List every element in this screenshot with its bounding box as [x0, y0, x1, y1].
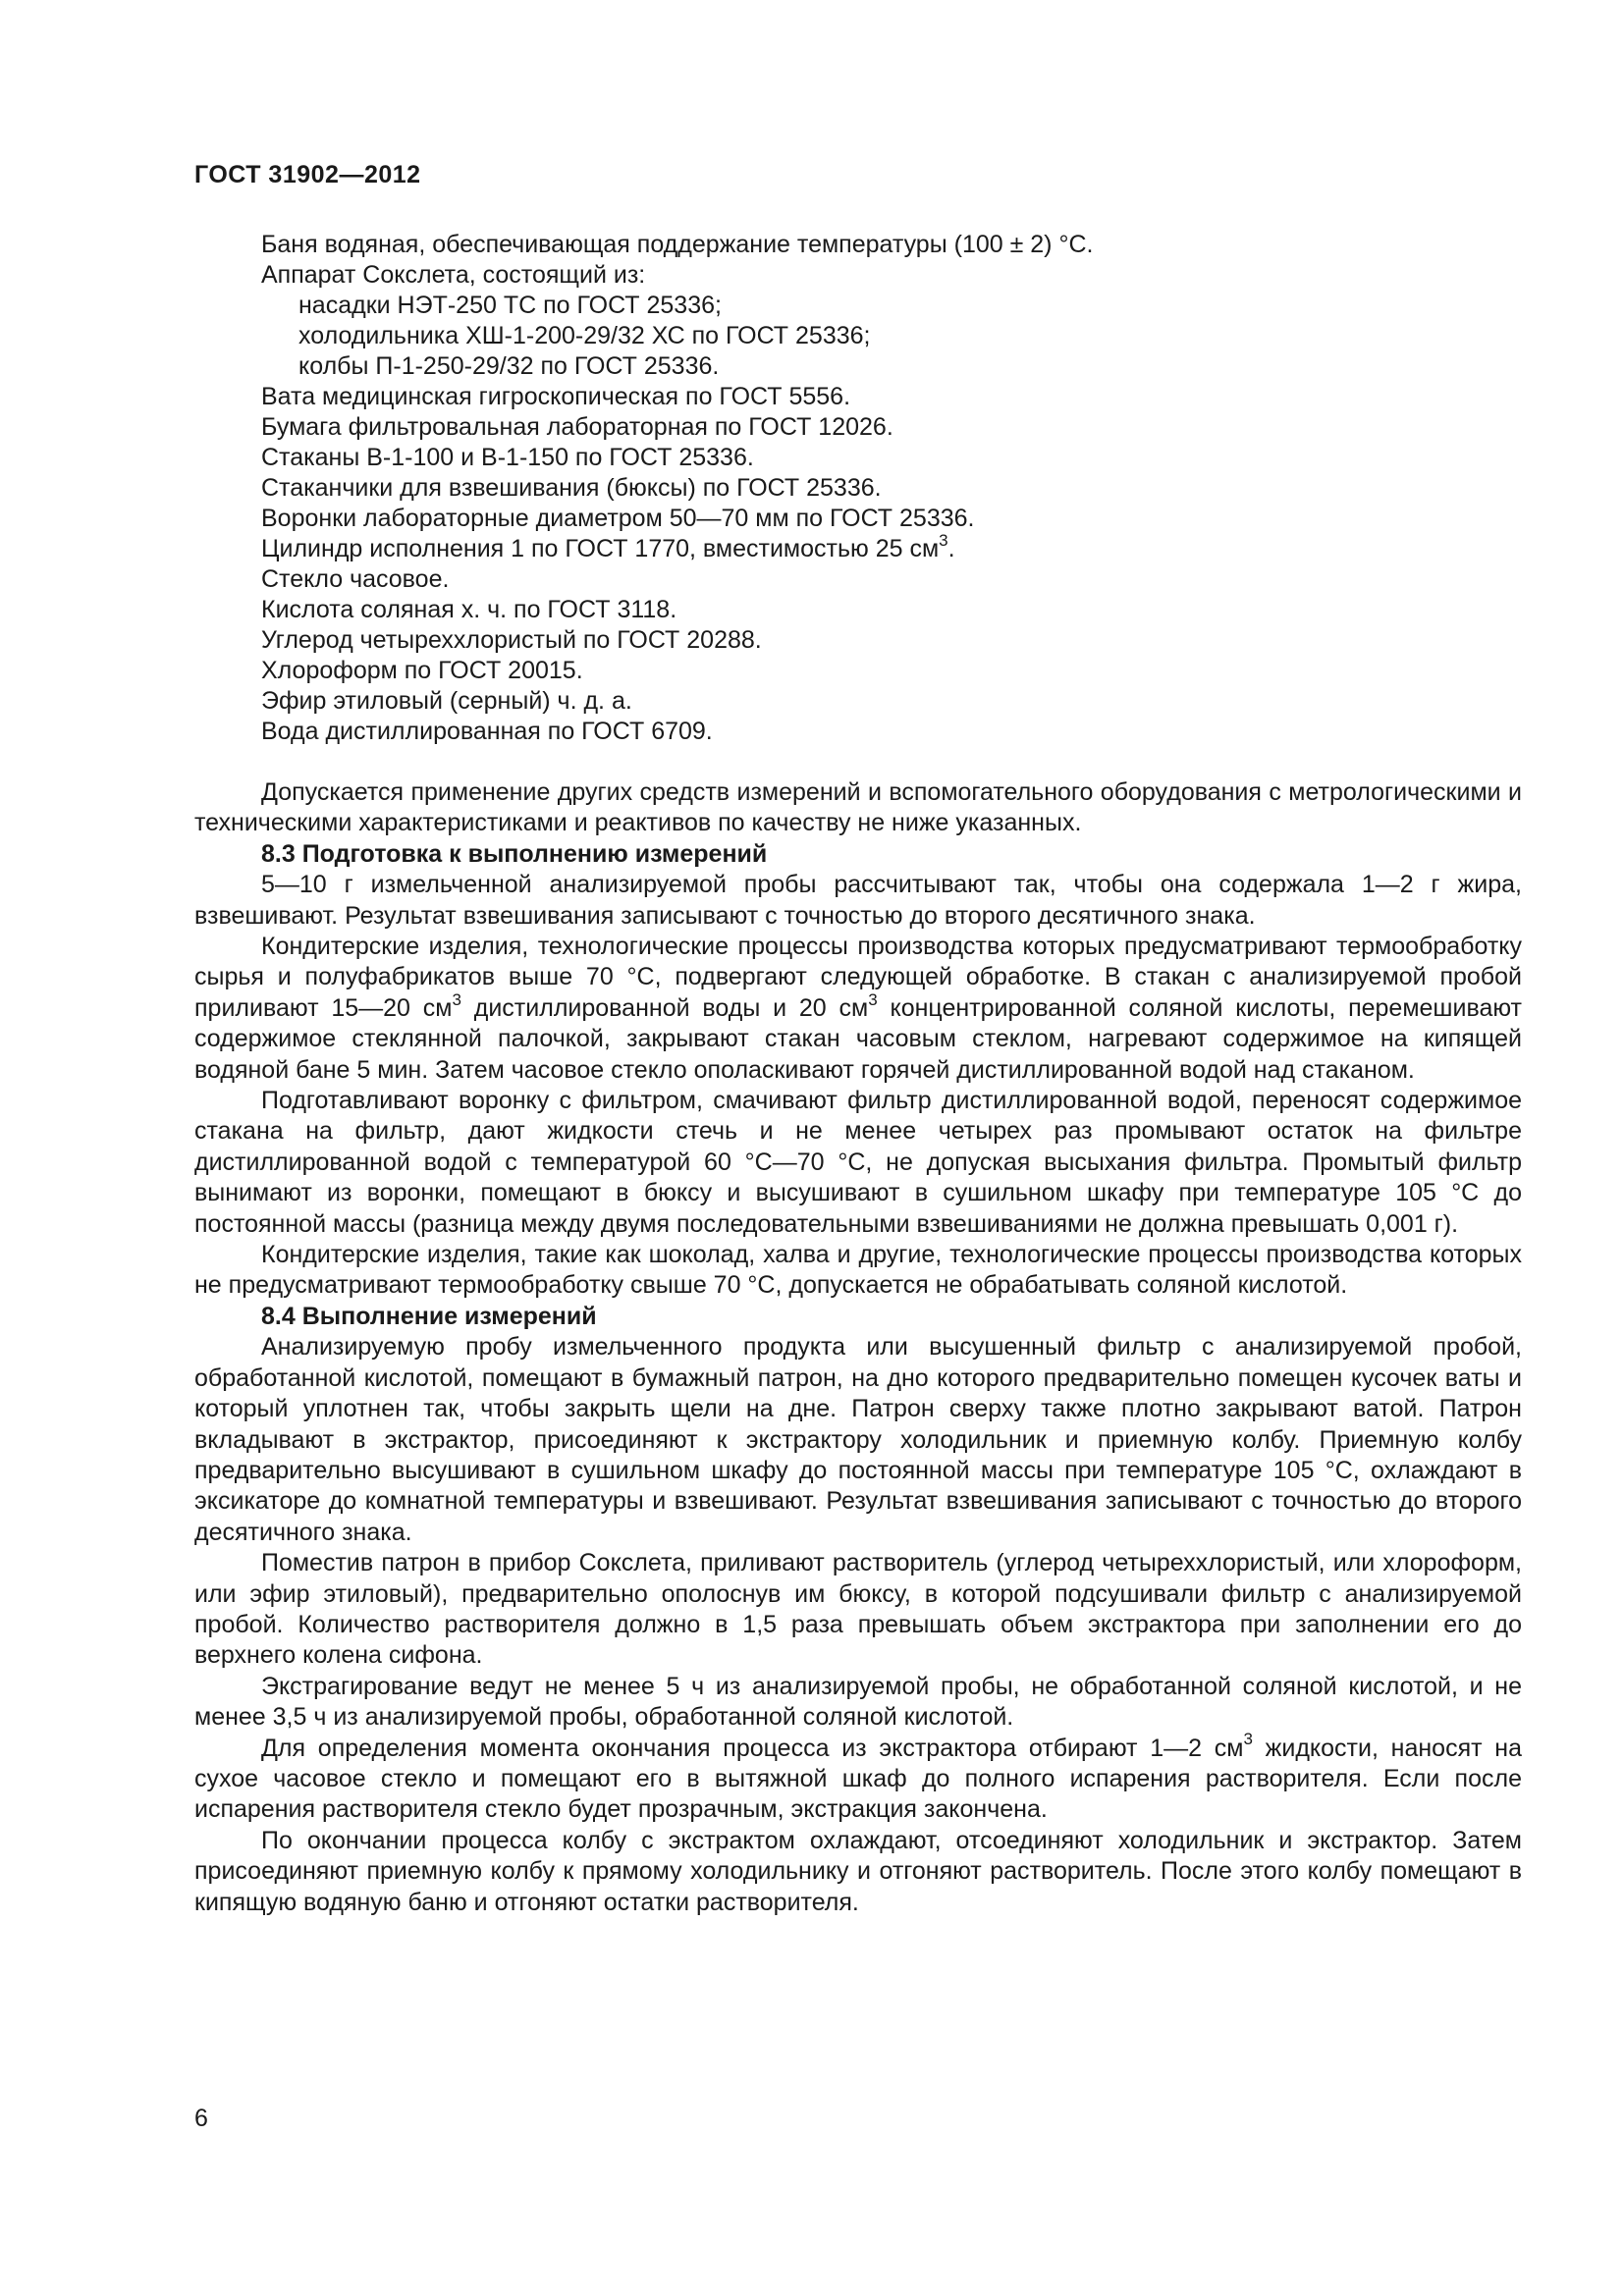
- equipment-item: Баня водяная, обеспечивающая поддержание температуры (100 ± 2) °С.: [261, 231, 1094, 258]
- equipment-item: Стекло часовое.: [261, 565, 450, 593]
- paragraph: По окончании процесса колбу с экстрактом охлаждают, отсоединяют холодильник и экстрактор. Затем присоединяют приемную колбу к прямому холодильнику и отгоняют растворитель. После этого колбу помещают в кипящую водяную баню и отгоняют остатки растворителя.: [194, 1826, 1522, 1916]
- page-number: 6: [194, 2105, 208, 2132]
- equipment-item: Бумага фильтровальная лабораторная по ГОСТ 12026.: [261, 413, 893, 441]
- equipment-item: Стаканы В-1-100 и В-1-150 по ГОСТ 25336.: [261, 444, 754, 471]
- equipment-item: Кислота соляная х. ч. по ГОСТ 3118.: [261, 596, 677, 623]
- equipment-item: холодильника ХШ-1-200-29/32 ХС по ГОСТ 25336;: [298, 322, 871, 349]
- equipment-item: Стаканчики для взвешивания (бюксы) по ГОСТ 25336.: [261, 474, 882, 502]
- equipment-item: Углерод четыреххлористый по ГОСТ 20288.: [261, 626, 762, 654]
- equipment-list: [261, 230, 1522, 747]
- document-body: [194, 777, 1522, 1918]
- paragraph: Для определения момента окончания процесса из экстрактора отбирают 1—2 $см^3$ жидкости, наносят на сухое часовое стекло и помещают его в вытяжной шкаф до полного испарения растворителя. Если после испарения растворителя стекло будет прозрачным, экстракция закончена.: [194, 1730, 1522, 1824]
- section-heading: 8.3 Подготовка к выполнению измерений: [261, 839, 768, 868]
- equipment-item: Хлороформ по ГОСТ 20015.: [261, 657, 583, 684]
- paragraph: Кондитерские изделия, такие как шоколад, халва и другие, технологические процессы производства которых не предусматривают термообработку свыше 70 °С, допускается не обрабатывать соляной кислотой.: [194, 1241, 1522, 1300]
- paragraph: Экстрагирование ведут не менее 5 ч из анализируемой пробы, не обработанной соляной кислотой, и не менее 3,5 ч из анализируемой пробы, обработанной соляной кислотой.: [194, 1672, 1522, 1732]
- equipment-item: колбы П-1-250-29/32 по ГОСТ 25336.: [298, 352, 720, 380]
- equipment-item: Воронки лабораторные диаметром 50—70 мм по ГОСТ 25336.: [261, 505, 975, 532]
- equipment-item: Эфир этиловый (серный) ч. д. а.: [261, 687, 632, 715]
- equipment-item: Вода дистиллированная по ГОСТ 6709.: [261, 718, 713, 745]
- document-header: ГОСТ 31902—2012: [194, 161, 421, 188]
- paragraph: Допускается применение других средств измерений и вспомогательного оборудования с метрологическими и техническими характеристиками и реактивов по качеству не ниже указанных.: [194, 778, 1522, 837]
- equipment-item: Цилиндр исполнения 1 по ГОСТ 1770, вместимостью 25 $см^3$.: [261, 530, 955, 562]
- equipment-item: насадки НЭТ-250 ТС по ГОСТ 25336;: [298, 292, 722, 319]
- equipment-item: Вата медицинская гигроскопическая по ГОСТ 5556.: [261, 383, 851, 410]
- paragraph: Подготавливают воронку с фильтром, смачивают фильтр дистиллированной водой, переносят содержимое стакана на фильтр, дают жидкости стечь и не менее четырех раз промывают остаток на фильтре дистиллированной водой с температурой 60 °С—70 °С, не допуская высыхания фильтра. Промытый фильтр вынимают из воронки, помещают в бюксу и высушивают в сушильном шкафу при температуре 105 °С до постоянной массы (разница между двумя последовательными взвешиваниями не должна превышать 0,001 г).: [194, 1087, 1522, 1238]
- equipment-item: Аппарат Сокслета, состоящий из:: [261, 261, 646, 289]
- paragraph: Кондитерские изделия, технологические процессы производства которых предусматривают термообработку сырья и полуфабрикатов выше 70 °С, подвергают следующей обработке. В стакан с анализируемой пробой приливают 15—20 $см^3$ дистиллированной воды и 20 $см^3$ концентрированной соляной кислоты, перемешивают содержимое стеклянной палочкой, закрывают стакан часовым стеклом, нагревают содержимое на кипящей водяной бане 5 мин. Затем часовое стекло ополаскивают горячей дистиллированной водой над стаканом.: [194, 933, 1522, 1084]
- paragraph: Анализируемую пробу измельченного продукта или высушенный фильтр с анализируемой пробой, обработанной кислотой, помещают в бумажный патрон, на дно которого предварительно помещен кусочек ваты и который уплотнен так, чтобы закрыть щели на дне. Патрон сверху также плотно закрывают ватой. Патрон вкладывают в экстрактор, присоединяют к экстрактору холодильник и приемную колбу. Приемную колбу предварительно высушивают в сушильном шкафу до постоянной массы при температуре 105 °С, охлаждают в эксикаторе до комнатной температуры и взвешивают. Результат взвешивания записывают с точностью до второго десятичного знака.: [194, 1333, 1522, 1546]
- paragraph: Поместив патрон в прибор Сокслета, приливают растворитель (углерод четыреххлористый, или хлороформ, или эфир этиловый), предварительно ополоснув им бюксу, в которой подсушивали фильтр с анализируемой пробой. Количество растворителя должно в 1,5 раза превышать объем экстрактора при заполнении его до верхнего колена сифона.: [194, 1549, 1522, 1670]
- paragraph: 5—10 г измельченной анализируемой пробы рассчитывают так, чтобы она содержала 1—2 г жира, взвешивают. Результат взвешивания записывают с точностью до второго десятичного знака.: [194, 871, 1522, 930]
- section-heading: 8.4 Выполнение измерений: [261, 1302, 597, 1330]
